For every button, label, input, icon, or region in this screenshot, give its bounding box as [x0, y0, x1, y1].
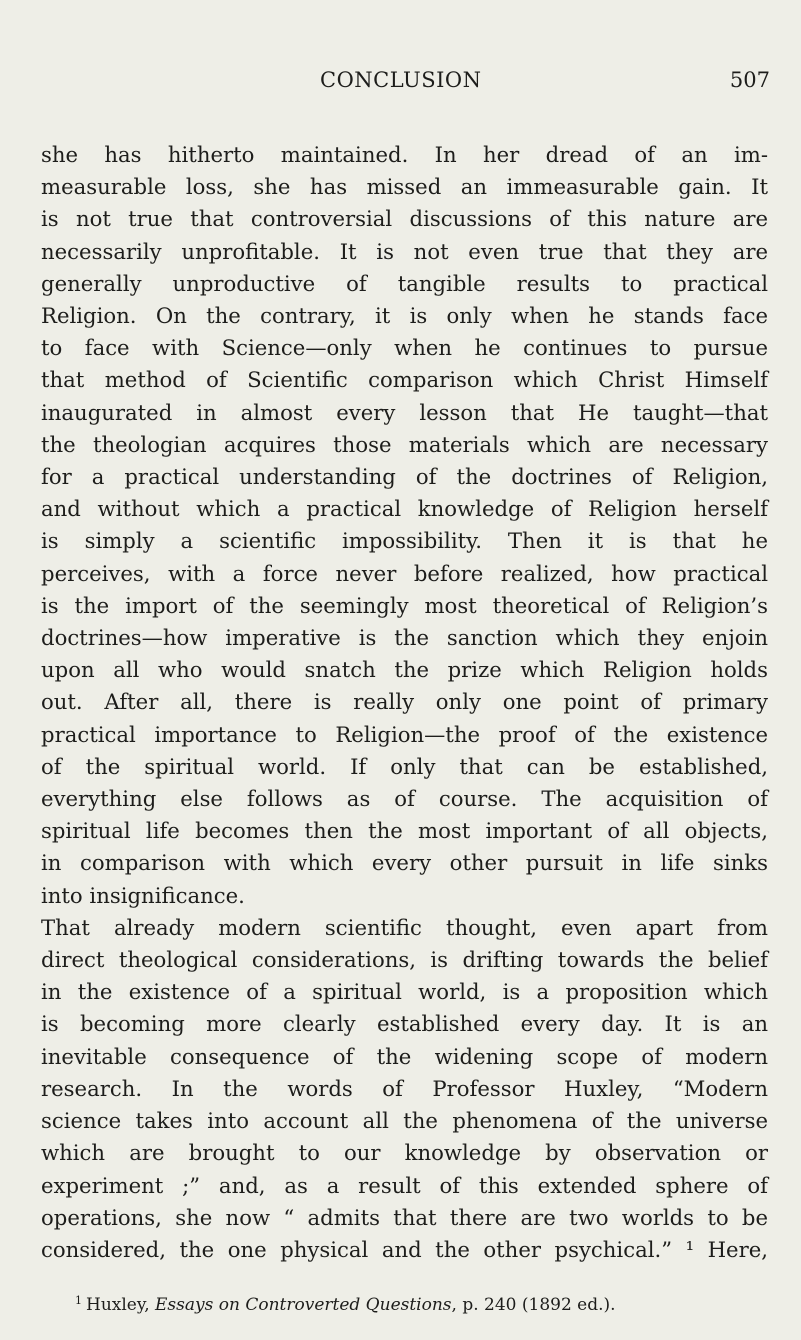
- text-line: That already modern scientific thought, even apart from: [41, 914, 768, 940]
- text-line: inevitable consequence of the widening scope of modern: [41, 1043, 768, 1069]
- text-line: science takes into account all the phenomena of the universe: [41, 1108, 768, 1134]
- text-line: of the spiritual world. If only that can be established,: [41, 753, 768, 779]
- text-line: in comparison with which every other pursuit in life sinks: [41, 850, 768, 876]
- text-line: out. After all, there is really only one point of primary: [41, 689, 768, 715]
- running-head: CONCLUSION: [320, 68, 482, 92]
- text-line: necessarily unprofitable. It is not even true that they are: [41, 238, 768, 264]
- footnote-author: Huxley,: [86, 1295, 156, 1315]
- text-line: upon all who would snatch the prize which Religion holds: [41, 657, 768, 683]
- footnote-citation: , p. 240 (1892 ed.).: [451, 1295, 616, 1315]
- text-line: everything else follows as of course. The acquisition of: [41, 786, 768, 812]
- text-line: she has hitherto maintained. In her dread of an im-: [41, 142, 768, 167]
- text-line: perceives, with a force never before realized, how practical: [41, 560, 768, 586]
- text-line: which are brought to our knowledge by observation or: [41, 1140, 768, 1166]
- text-line: spiritual life becomes then the most important of all objects,: [41, 818, 768, 844]
- text-line: inaugurated in almost every lesson that He taught—that: [41, 399, 768, 425]
- text-line: generally unproductive of tangible results to practical: [41, 270, 768, 296]
- footnote: [75, 1289, 775, 1317]
- text-line: is the import of the seemingly most theoretical of Religion’s: [41, 592, 768, 618]
- text-line: direct theological considerations, is drifting towards the belief: [41, 947, 768, 973]
- text-line: the theologian acquires those materials which are necessary: [41, 431, 768, 457]
- text-line: in the existence of a spiritual world, is a proposition which: [41, 979, 768, 1005]
- body-text: [41, 139, 768, 1266]
- text-line: practical importance to Religion—the proof of the existence: [41, 721, 768, 747]
- text-line: operations, she now “ admits that there are two worlds to be: [41, 1204, 768, 1230]
- text-line: and without which a practical knowledge of Religion herself: [41, 496, 768, 522]
- footnote-title: Essays on Controverted Questions: [155, 1295, 452, 1315]
- text-line: is simply a scientific impossibility. Then it is that he: [41, 528, 768, 554]
- text-line: doctrines—how imperative is the sanction which they enjoin: [41, 625, 768, 651]
- text-line: into insignificance.: [41, 882, 245, 908]
- text-line: to face with Science—only when he continues to pursue: [41, 335, 768, 361]
- page-header: [0, 68, 801, 98]
- text-line: research. In the words of Professor Huxley, “Modern: [41, 1075, 768, 1101]
- text-line: experiment ;” and, as a result of this extended sphere of: [41, 1172, 768, 1198]
- text-line: for a practical understanding of the doctrines of Religion,: [41, 464, 768, 490]
- text-line: considered, the one physical and the other psychical.” ¹ Here,: [41, 1236, 768, 1262]
- text-line: Religion. On the contrary, it is only when he stands face: [41, 303, 768, 329]
- text-line: is not true that controversial discussions of this nature are: [41, 206, 768, 232]
- page-number: 507: [729, 68, 770, 92]
- footnote-mark: 1: [75, 1294, 82, 1307]
- text-line: that method of Scientific comparison which Christ Himself: [41, 367, 768, 393]
- text-line: measurable loss, she has missed an immeasurable gain. It: [41, 174, 768, 200]
- text-line: is becoming more clearly established every day. It is an: [41, 1011, 768, 1037]
